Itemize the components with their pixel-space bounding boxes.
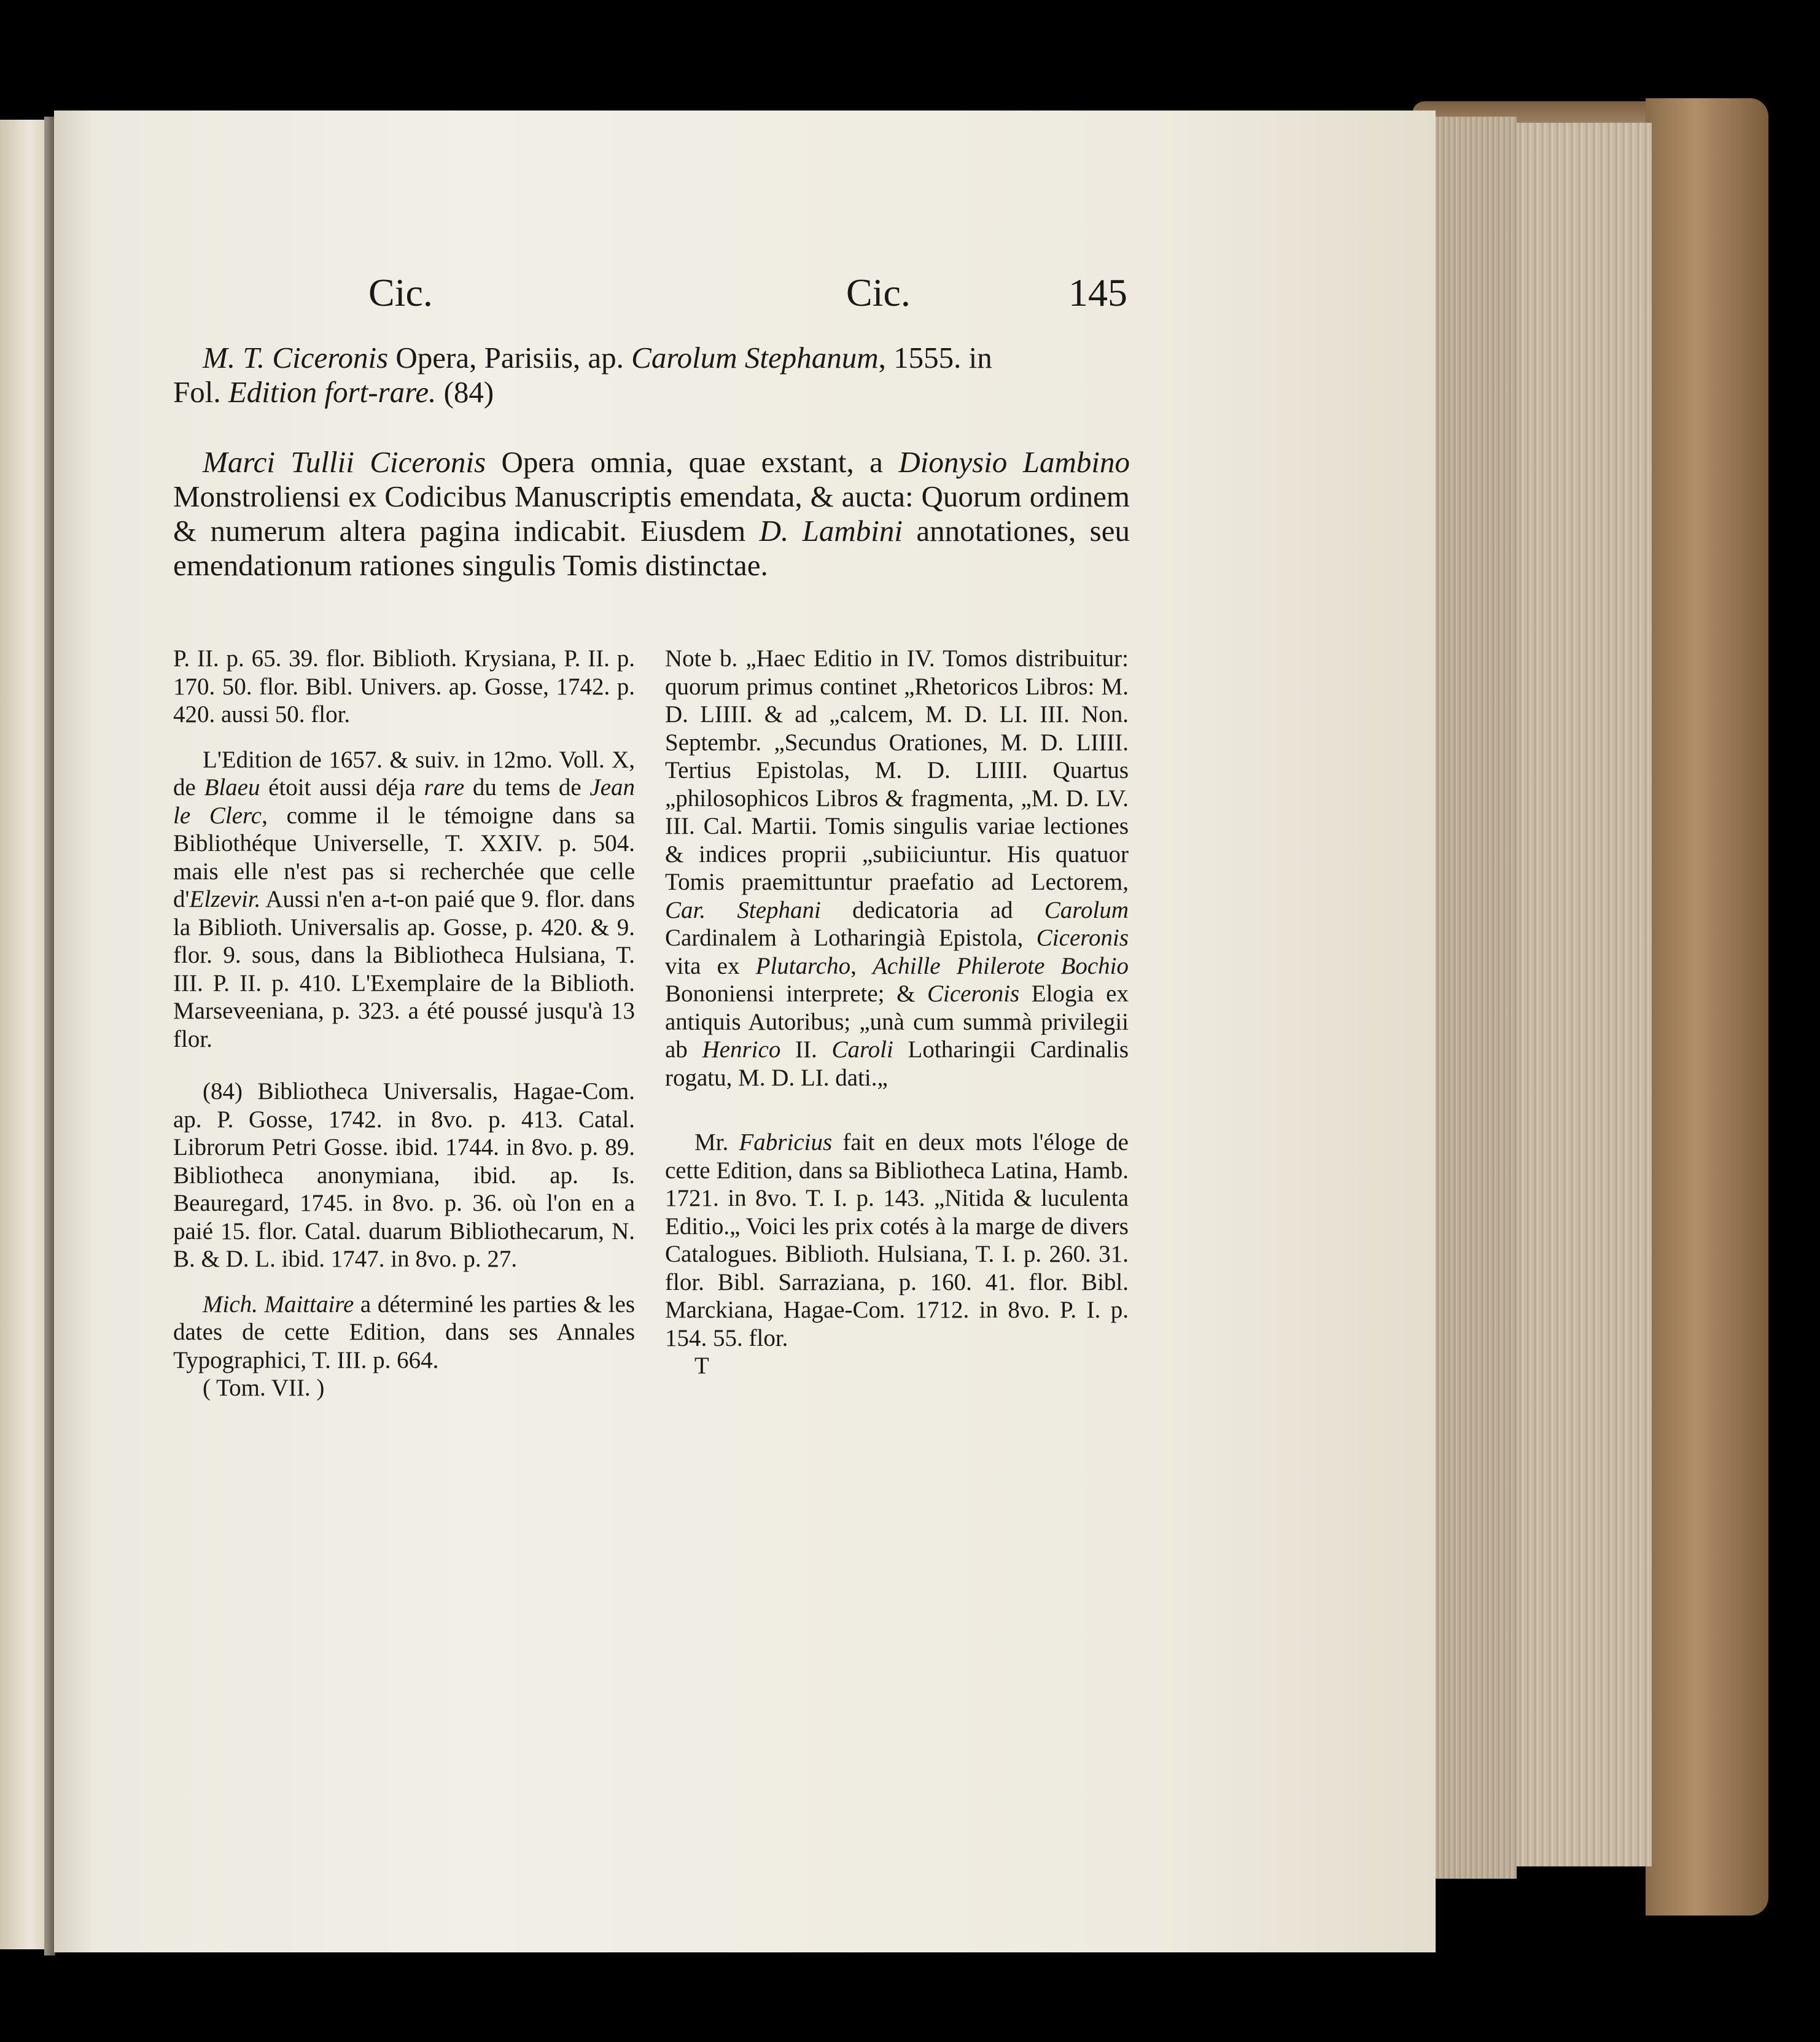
text-run: II. — [780, 1036, 832, 1063]
page-number: 145 — [1068, 271, 1127, 314]
left-para-4 — [173, 1291, 635, 1375]
entry-1-author: M. T. Ciceronis — [203, 341, 389, 375]
entry-1-footnote-ref: (84) — [436, 375, 494, 409]
left-column — [173, 645, 635, 1402]
page-block-edges-inner — [1431, 117, 1517, 1879]
text-run: Note b. „Haec Editio in IV. Tomos distribuitur: quorum primus continet „Rhetoricos Libros: M. D. LIIII. & ad „calcem, M. D. LI. III. Non. Septembr. „Secundus Orationes, M. D. LIIII. Tertius Epistolas, M. D. LIIII. Quartus „philosophicos Libros & fragmenta, „M. D. LV. III. Cal. Martii. Tomis singulis variae lectiones & indices proprii „subiiciuntur. His quatuor Tomis praemittuntur praefatio ad Lectorem, — [665, 645, 1129, 895]
entry-1-format: Fol. — [173, 375, 228, 409]
entry-1-text: Opera, Parisiis, ap. — [388, 341, 632, 375]
italic-run: rare — [424, 774, 465, 801]
italic-run: Mich. Maittaire — [203, 1291, 354, 1318]
italic-run: Fabricius — [739, 1129, 833, 1155]
entry-1-note: Edition fort-rare. — [228, 375, 437, 409]
entry-2-text-1: Opera omnia, quae exstant, a — [486, 445, 899, 479]
entry-1 — [173, 341, 1130, 410]
footnote-84: (84) Bibliotheca Universalis, Hagae-Com. ap. P. Gosse, 1742. in 8vo. p. 413. Catal. Librorum Petri Gosse. ibid. 1744. in 8vo. p. 89. Bibliotheca anonymiana, ibid. ap. Is. Beauregard, 1745. in 8vo. p. 36. où l'on en a paié 15. flor. Catal. duarum Bibliothecarum, N. B. & D. L. ibid. 1747. in 8vo. p. 27. — [173, 1078, 635, 1272]
text-run: vita ex — [665, 952, 756, 979]
entry-2-text-2: Monstroliensi ex Codicibus Manuscriptis emendata, & aucta: Quorum ordinem & numerum altera pagina indicabit. Eiusdem — [173, 479, 1130, 548]
text-run: Lotharingii Cardinalis rogatu, M. D. LI. dati.„ — [665, 1036, 1129, 1091]
text-run: Elogia ex antiquis Autoribus; „unà cum summà privilegii ab — [665, 980, 1129, 1063]
italic-run: Ciceronis — [1036, 925, 1129, 951]
entry-2-author: Marci Tullii Ciceronis — [203, 445, 486, 479]
italic-run: Car. Stephani — [665, 896, 821, 923]
running-head-center: Cic. — [846, 271, 911, 314]
text-run: , comme il le témoigne dans sa Bibliothéque Universelle, T. XXIV. p. 504. mais elle n'est pas si recherchée que celle d' — [173, 802, 635, 912]
left-para-2 — [173, 746, 635, 1054]
italic-run: Carolum — [1044, 896, 1129, 923]
italic-run: Plutarcho — [755, 952, 851, 979]
entry-2-text-3: annotationes, seu emendationum rationes singulis Tomis distinctae. — [173, 514, 1130, 582]
entry-2 — [173, 445, 1130, 583]
book-cover — [1646, 98, 1768, 1916]
text-run: Bononiensi interprete; & — [665, 980, 927, 1007]
text-run: du tems de — [464, 774, 590, 801]
text-run: a déterminé les parties & les dates de cette Edition, dans ses Annales Typographici, T. III. p. 664. — [173, 1291, 635, 1373]
italic-run: Blaeu — [204, 774, 260, 801]
left-page-edge — [0, 120, 49, 1949]
italic-run: Elzevir. — [189, 886, 261, 912]
text-run: Aussi n'en a-t-on paié que 9. flor. dans la Biblioth. Universalis ap. Gosse, p. 420. & 9. flor. 9. sous, dans la Bibliotheca Hulsiana, T. III. P. II. p. 410. L'Exemplaire de la Biblioth. Marseveeniana, p. 323. a été poussé jusqu'à 13 flor. — [173, 886, 635, 1052]
text-run: étoit aussi déja — [260, 774, 424, 801]
page-block-edges — [1511, 123, 1652, 1866]
italic-run: Jean le Clerc — [173, 774, 636, 829]
italic-run: Henrico — [702, 1036, 781, 1063]
catchword: T — [694, 1353, 709, 1379]
signature-mark: ( Tom. VII. ) — [203, 1375, 325, 1401]
entry-1-year: , 1555. in — [878, 341, 992, 375]
entry-2-editor: Dionysio Lambino — [898, 445, 1130, 479]
text-run: fait en deux mots l'éloge de cette Edition, dans sa Bibliotheca Latina, Hamb. 1721. in 8vo. T. I. p. 143. „Nitida & luculenta Editio.„ Voici les prix cotés à la marge de divers Catalogues. Biblioth. Hulsiana, T. I. p. 260. 31. flor. Bibl. Sarraziana, p. 160. 41. flor. Bibl. Marckiana, Hagae-Com. 1712. in 8vo. P. I. p. 154. 55. flor. — [665, 1129, 1129, 1351]
text-run: dedicatoria ad — [820, 896, 1044, 923]
text-run: Mr. — [694, 1129, 739, 1155]
right-para-2 — [665, 1128, 1129, 1352]
entry-1-publisher: Carolum Stephanum — [631, 341, 879, 375]
left-para-1: P. II. p. 65. 39. flor. Biblioth. Krysiana, P. II. p. 170. 50. flor. Bibl. Univers. ap. Gosse, 1742. p. 420. aussi 50. flor. — [173, 645, 635, 728]
italic-run: Achille Philerote Bochio — [873, 952, 1129, 979]
italic-run: Ciceronis — [927, 980, 1020, 1007]
note-b — [665, 645, 1129, 1092]
text-run: Cardinalem à Lotharingià Epistola, — [665, 925, 1036, 951]
text-run: L'Edition de 1657. & suiv. in 12mo. Voll. X, de — [173, 746, 635, 801]
text-run: , — [850, 952, 873, 979]
running-head-left: Cic. — [368, 271, 433, 314]
entry-2-editor-2: D. Lambini — [759, 514, 903, 548]
italic-run: Caroli — [831, 1036, 893, 1063]
right-column — [665, 645, 1129, 1380]
